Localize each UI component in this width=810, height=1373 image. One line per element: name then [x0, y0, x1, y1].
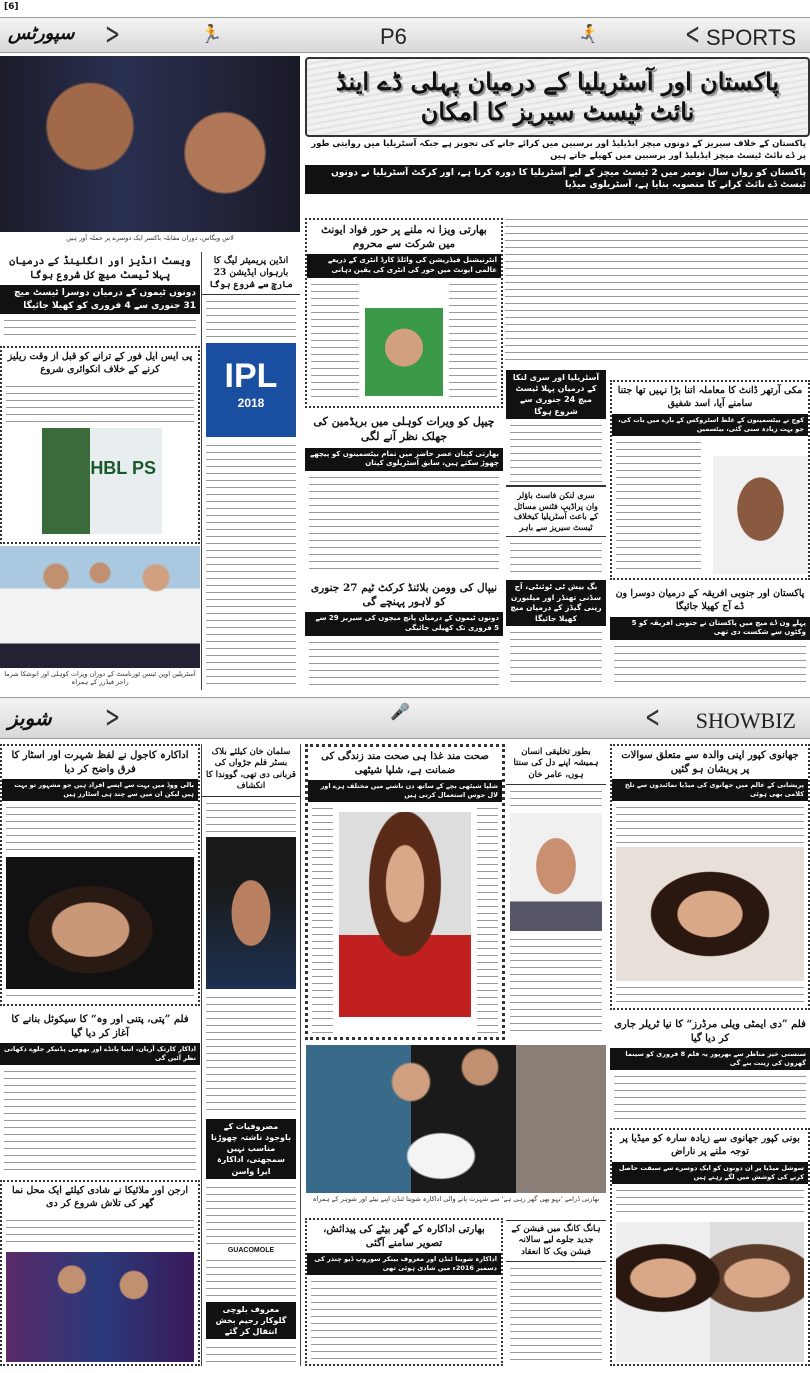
chevron-left-icon: < [645, 700, 661, 735]
subheadline: سری لنکن فاسٹ باؤلر وان پراڈیپ فٹنس مسائل کے باعث آسٹریلیا کیخلاف ٹیسٹ سیریز سے باہر [506, 485, 606, 537]
article-body [510, 422, 602, 482]
headline: بگ بیش ٹی ٹوئنٹی، آج سڈنی تھنڈر اور میلبورن رینی گیڈز کے درمیان میچ کھیلا جائیگا [506, 580, 606, 626]
main-subheadline-2: پاکستان کو رواں سال نومبر میں 2 ٹیسٹ میچز کے لیے آسٹریلیا کا دورہ کرنا ہے، اور کرکٹ آسٹریلیا نے دونوں ٹیسٹ ڈے نائٹ کرانے کا منصوبہ بنایا ہے، آسٹریلوی میڈیا [305, 165, 810, 194]
article-body [616, 804, 804, 844]
subheadline: پریشانی کے عالم میں جھانوی کی میڈیا نمائندوں سے تلخ کلامی بھی ہوئی [612, 779, 808, 801]
article-body [614, 643, 806, 687]
nepal-story [305, 578, 503, 690]
sports-english-label: SPORTS [705, 25, 796, 50]
showbiz-banner [0, 697, 810, 739]
headline: نیپال کی وومن بلائنڈ کرکٹ ٹیم 27 جنوری کو لاہور پہنچے گی [310, 582, 498, 609]
article-body [311, 1278, 497, 1361]
ipl-logo: IPL 2018 [206, 343, 296, 437]
janhvi-photo [616, 847, 804, 981]
headline: آسٹریلیا اور سری لنکا کے درمیان پہلا ٹیسٹ میچ 24 جنوری سے شروع ہوگا [506, 370, 606, 419]
showbiz-english-label: SHOWBIZ [695, 708, 796, 733]
article-body [510, 629, 602, 687]
psl-story [0, 346, 200, 544]
srilanka-story [506, 370, 606, 576]
article-body [4, 317, 196, 341]
trophy-icon: 🎤 [390, 702, 410, 721]
headline: ارجن اور ملائیکا نے شادی کیلئے ایک محل نما گھر کی تلاش شروع کر دی [12, 1185, 188, 1209]
kohli-caption: آسٹریلین اوپن ٹینس ٹورنامنٹ کے دوران ویرات کوہلی اور انوشکا شرما راجر فیڈرر کے ہمراہ [4, 670, 196, 687]
article-body [510, 540, 602, 573]
subheadline: شلپا شیٹھی بچے کے ساتھ دن ناشتے میں مختلف ہرے اور لال جوس استعمال کرتی ہیں [308, 780, 502, 802]
headline: صحت مند غذا ہی صحت مند زندگی کی ضمانت ہے، شلپا شیٹھی [321, 751, 489, 776]
headline: پی ایس ایل فور کے ترانے کو قبل از وقت ریلیز کرنے کے خلاف انکوائری شروع [7, 351, 193, 375]
salman-column [201, 744, 301, 1366]
article-body [206, 994, 296, 1114]
shilpa-photo [339, 812, 471, 1017]
main-story-header [305, 57, 810, 194]
article-body [616, 1187, 804, 1217]
subheadline: بھارتی کپتان عصر حاضر میں تمام بیٹسمینوں کو پیچھے چھوڑ سکتے ہیں، سابق آسٹریلوی کپتان [305, 448, 503, 472]
janhvi-story [610, 744, 810, 1010]
article-body [309, 474, 499, 571]
headline: بطور تخلیقی انسان ہمیشہ اپنے دل کی سنتا ہوں، عامر خان [506, 744, 606, 785]
runner-icon: 🏃 [200, 24, 223, 45]
article-body [206, 1257, 296, 1297]
article-body [312, 805, 333, 1034]
article-body [206, 800, 296, 832]
subheadline: کوچ نے بیٹسمینوں کے غلط اسٹروکس کے بارے میں بات کی، جو بہت زیادہ سنی گئی، بیٹسمین [612, 414, 808, 436]
wi-eng-story [0, 252, 200, 344]
baloch-headline: معروف بلوچی گلوکار رحیم بخش انتقال کر گئے [206, 1302, 296, 1340]
subheadline: سنسنی خیز مناظر سے بھرپور یہ فلم 8 فروری کو سینما گھروں کی زینت بنے گی [610, 1048, 810, 1070]
page-label: P6 [380, 24, 407, 49]
article-body [477, 805, 498, 1034]
headline: فلم ”دی ایمٹی ویلی مرڈرز“ کا نیا ٹریلر جاری کر دیا گیا [614, 1019, 806, 1044]
kajol-story [0, 744, 200, 1006]
arjun-malaika-photo [6, 1252, 194, 1362]
subheadline: اداکارہ شویتا ٹنڈن اور معروف بینکر سوروپ ڈیو چندر کی دسمبر 2016ء میں شادی ہوئی تھی [307, 1253, 501, 1275]
hongkong-story [506, 1220, 606, 1366]
headline: انڈین پریمیئر لیگ کا بارہواں ایڈیشن 23 مارچ سے شروع ہوگا [202, 252, 300, 295]
subheadline: بالی ووڈ میں بہت سے ایسے افراد ہیں جو مشہور تو بہت ہیں لیکن ان میں سے چند ہی اسٹارز ہیں [2, 779, 198, 801]
subheadline: دونوں ٹیموں کے درمیان دوسرا ٹیسٹ میچ 31 جنوری سے 4 فروری کو کھیلا جائیگا [0, 285, 200, 314]
psl-photo: HBL PS [42, 428, 162, 534]
headline: فلم ”پتی، پتنی اور وہ“ کا سیکوئل بنانے کا آغاز کر دیا گیا [11, 1014, 189, 1039]
page-number: [6] [4, 2, 19, 12]
article-body [616, 439, 701, 575]
runner-icon: 🏃 [578, 24, 601, 45]
headline: مکی آرتھر ڈانٹ کا معاملہ اتنا بڑا نہیں تھا جتنا سامنے آیا، اسد شفیق [617, 385, 803, 409]
headline: جھانوی کپور اپنی والدہ سے متعلق سوالات پر پریشان ہو گئیں [621, 750, 799, 775]
chevron-left-icon: < [685, 17, 701, 52]
article-body [311, 281, 359, 403]
headline: اداکارہ کاجول نے لفظ شہرت اور اسٹار کا فرق واضح کر دیا [11, 750, 189, 775]
shilpa-story [305, 744, 505, 1040]
showbiz-urdu-label: شوبز [8, 706, 52, 730]
main-article-body [505, 216, 808, 366]
shafiq-story [610, 380, 810, 580]
article-body [206, 298, 296, 338]
article-body [206, 1344, 296, 1363]
article-body [6, 992, 194, 1001]
headline: ویسٹ انڈیز اور انگلینڈ کے درمیان پہلا ٹیسٹ میچ کل شروع ہوگا [9, 256, 191, 281]
dilli-story [610, 1015, 810, 1125]
subheadline: دونوں ٹیموں کے درمیان پانچ میچوں کی سیریز 29 سے 5 فروری تک کھیلی جائیگی [305, 612, 503, 636]
sports-urdu-label: سپورٹس [8, 23, 75, 44]
article-body [6, 1217, 194, 1247]
boney-story [610, 1128, 810, 1366]
chappell-story [305, 412, 503, 574]
headline: چیپل کو ویرات کوہلی میں بریڈمین کی جھلک نظر آنے لگی [313, 415, 495, 443]
arjun-story [0, 1180, 200, 1366]
salman-photo [206, 837, 296, 989]
headline: بھارتی ویزا نہ ملنے پر حور فواد ایونٹ میں شرکت سے محروم [321, 224, 487, 251]
headline: بونی کپور جھانوی سے زیادہ سارہ کو میڈیا پر توجہ ملنے پر ناراض [620, 1133, 800, 1157]
janhvi-sara-photo [616, 1222, 804, 1362]
main-subheadline-1: پاکستان کے خلاف سیریز کے دونوں میچز ایڈیلیڈ اور برسبین میں کرائے جانے کی تجویز ہے جبکہ آسٹریلیا میں روایتی طور پر ڈے نائٹ ٹیسٹ میچز ایڈیلیڈ اور برسبین میں کھیلے جاتے ہیں [311, 139, 806, 161]
article-body [449, 281, 497, 403]
hoor-photo [365, 308, 443, 396]
article-body [6, 383, 194, 423]
article-body [510, 788, 602, 808]
asad-shafiq-photo [713, 456, 808, 574]
subheadline: انٹرنیشنل فیڈریشن کی وائلڈ کارڈ انٹری کے ذریعے عالمی ایونٹ میں حور کی انٹری کی یقین دہانی [307, 254, 501, 278]
article-body [206, 442, 296, 687]
subheadline: سوشل میڈیا پر ان دونوں کو ایک دوسرے سے سبقت حاصل کرنے کی کوشش میں لگے رہتے ہیں [612, 1162, 808, 1184]
sports-banner [0, 17, 810, 53]
headline: ہانگ کانگ میں فیشن کے جدید جلوے لیے سالانہ فیشن ویک کا انعقاد [506, 1220, 606, 1262]
boxing-photo [0, 56, 300, 232]
visa-story [305, 218, 503, 408]
article-body [616, 984, 804, 1005]
pati-patni-story [0, 1010, 200, 1178]
article-body [614, 1073, 806, 1122]
main-headline: پاکستان اور آسٹریلیا کے درمیان پہلی ڈے اینڈ نائٹ ٹیسٹ سیریز کا امکان [305, 57, 810, 137]
article-body [309, 639, 499, 687]
guacomole-text: GUACOMOLE [227, 1246, 275, 1254]
chevron-right-icon: > [105, 17, 121, 52]
subheadline: اداکار کارتک آریان، اننیا پانڈے اور بھومی پڈنیکر جلوے دکھاتی نظر آئیں گی [0, 1043, 200, 1065]
bigbash-story [506, 580, 606, 690]
subheadline: پہلے ون ڈے میچ میں پاکستان نے جنوبی افریقہ کو 5 وکٹوں سے شکست دی تھی [610, 617, 810, 641]
chevron-right-icon: > [105, 700, 121, 735]
son-story [305, 1218, 503, 1366]
kajol-photo [6, 857, 194, 989]
aamir-story [506, 744, 606, 1040]
headline: پاکستان اور جنوبی افریقہ کے درمیان دوسرا ون ڈے آج کھیلا جائیگا [615, 588, 805, 612]
article-body [206, 1184, 296, 1244]
article-body [510, 936, 602, 1037]
masroofiyat-headline: مصروفیات کے باوجود ناشتہ چھوڑنا مناسب نہیں سمجھتی، اداکارہ ایرا واسن [206, 1119, 296, 1179]
article-body [6, 804, 194, 854]
headline: سلمان خان کیلئے بلاک بسٹر فلم جڑواں کی قربانی دی تھی، گووندا کا انکشاف [202, 744, 300, 797]
aamir-photo [510, 813, 602, 931]
shweta-caption: بھارتی ڈرامے ’بہو بھی گھر رہی ہے‘ سے شہرت پانے والی اداکارہ شویتا ٹنڈن اپنے بیٹے اور شوہر کے ہمراہ [312, 1195, 600, 1203]
pak-sa-story [610, 585, 810, 690]
ipl-story [201, 252, 300, 690]
shweta-family-photo [306, 1045, 606, 1193]
headline: بھارتی اداکارہ کے گھر بیٹے کی پیدائش، تصویر سامنے آگئی [323, 1224, 485, 1249]
boxing-caption: لاس ویگاس، دوران مقابلہ باکسر ایک دوسرے پر حملہ آور ہیں [66, 234, 234, 242]
article-body [4, 1068, 196, 1175]
kohli-federer-photo [0, 546, 200, 668]
article-body [510, 1265, 602, 1363]
